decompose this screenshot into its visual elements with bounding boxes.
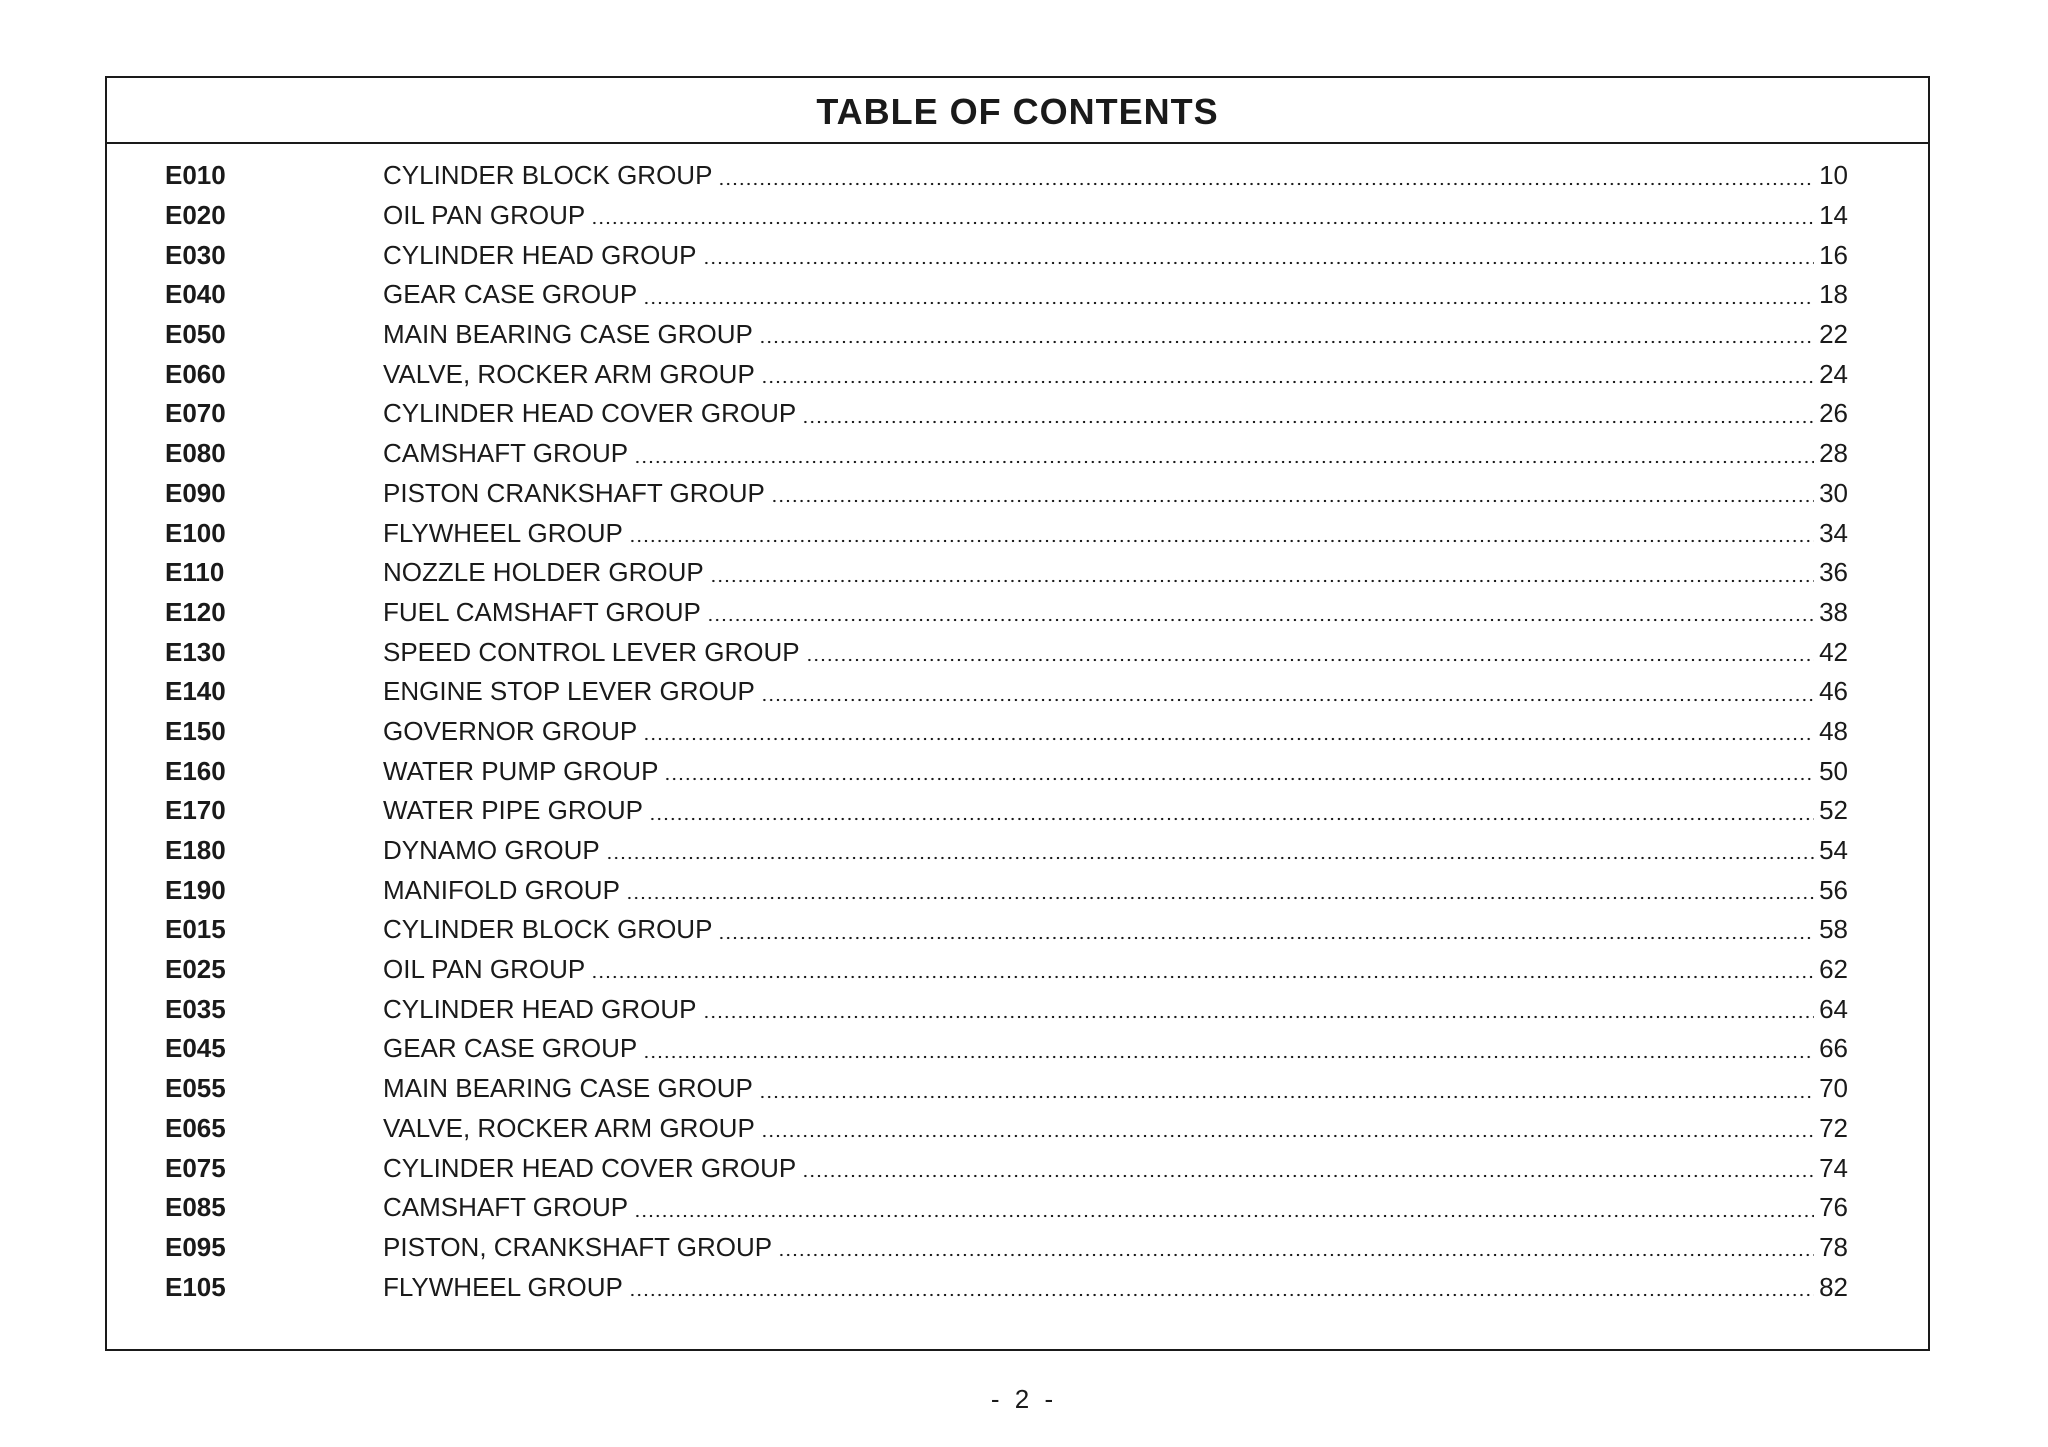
toc-dot-leader bbox=[591, 975, 1814, 979]
toc-entry-name: GOVERNOR GROUP bbox=[383, 715, 638, 746]
toc-entry-code: E070 bbox=[165, 398, 226, 429]
toc-entry-name: FLYWHEEL GROUP bbox=[383, 1271, 623, 1302]
toc-header bbox=[107, 78, 1928, 144]
toc-entry-page: 26 bbox=[1819, 398, 1848, 429]
toc-entry-page: 64 bbox=[1819, 993, 1848, 1024]
toc-entry-name: GEAR CASE GROUP bbox=[383, 1033, 638, 1064]
toc-entry[interactable] bbox=[165, 315, 1848, 355]
toc-entry[interactable] bbox=[165, 989, 1848, 1029]
toc-entry[interactable] bbox=[165, 1029, 1848, 1069]
toc-entry-code: E150 bbox=[165, 715, 226, 746]
toc-entry-page: 50 bbox=[1819, 755, 1848, 786]
toc-dot-leader bbox=[759, 1095, 1814, 1099]
toc-entry[interactable] bbox=[165, 513, 1848, 553]
toc-entry-code: E095 bbox=[165, 1231, 226, 1262]
toc-dot-leader bbox=[649, 817, 1814, 821]
toc-dot-leader bbox=[710, 579, 1814, 583]
toc-entry-code: E050 bbox=[165, 319, 226, 350]
toc-entry[interactable] bbox=[165, 553, 1848, 593]
toc-entry[interactable] bbox=[165, 474, 1848, 514]
toc-entry-page: 62 bbox=[1819, 954, 1848, 985]
toc-dot-leader bbox=[703, 261, 1815, 265]
toc-entry[interactable] bbox=[165, 712, 1848, 752]
toc-entry-page: 14 bbox=[1819, 200, 1848, 231]
toc-dot-leader bbox=[664, 777, 1814, 781]
toc-entry[interactable] bbox=[165, 1228, 1848, 1268]
toc-dot-leader bbox=[759, 340, 1814, 344]
toc-entry-code: E075 bbox=[165, 1152, 226, 1183]
toc-dot-leader bbox=[718, 936, 1814, 940]
toc-entry[interactable] bbox=[165, 394, 1848, 434]
toc-entry-code: E085 bbox=[165, 1192, 226, 1223]
toc-entry-name: DYNAMO GROUP bbox=[383, 835, 600, 866]
toc-entry-name: VALVE, ROCKER ARM GROUP bbox=[383, 1112, 755, 1143]
toc-entry[interactable] bbox=[165, 910, 1848, 950]
toc-entry-code: E100 bbox=[165, 517, 226, 548]
toc-dot-leader bbox=[707, 618, 1814, 622]
toc-dot-leader bbox=[761, 380, 1814, 384]
toc-dot-leader bbox=[806, 658, 1814, 662]
toc-entry[interactable] bbox=[165, 632, 1848, 672]
toc-entry[interactable] bbox=[165, 354, 1848, 394]
toc-entry-code: E010 bbox=[165, 160, 226, 191]
toc-entry[interactable] bbox=[165, 1267, 1848, 1307]
toc-entry[interactable] bbox=[165, 593, 1848, 633]
toc-entry-name: SPEED CONTROL LEVER GROUP bbox=[383, 636, 800, 667]
toc-dot-leader bbox=[643, 737, 1814, 741]
toc-entry-name: CAMSHAFT GROUP bbox=[383, 1192, 629, 1223]
toc-entry-page: 56 bbox=[1819, 874, 1848, 905]
toc-dot-leader bbox=[591, 221, 1814, 225]
toc-entry[interactable] bbox=[165, 1109, 1848, 1149]
toc-entry-code: E035 bbox=[165, 993, 226, 1024]
toc-entry[interactable] bbox=[165, 235, 1848, 275]
toc-entry-name: CYLINDER HEAD COVER GROUP bbox=[383, 1152, 797, 1183]
toc-entry-name: PISTON CRANKSHAFT GROUP bbox=[383, 477, 765, 508]
toc-entry-page: 24 bbox=[1819, 358, 1848, 389]
toc-entry[interactable] bbox=[165, 434, 1848, 474]
toc-entry-page: 82 bbox=[1819, 1271, 1848, 1302]
toc-entry-page: 30 bbox=[1819, 477, 1848, 508]
toc-entry-code: E160 bbox=[165, 755, 226, 786]
toc-dot-leader bbox=[802, 1174, 1814, 1178]
toc-entry-code: E030 bbox=[165, 239, 226, 270]
toc-entry-page: 52 bbox=[1819, 795, 1848, 826]
toc-entry-name: VALVE, ROCKER ARM GROUP bbox=[383, 358, 755, 389]
toc-entry-name: WATER PIPE GROUP bbox=[383, 795, 644, 826]
toc-dot-leader bbox=[629, 1293, 1814, 1297]
toc-entry-name: CAMSHAFT GROUP bbox=[383, 438, 629, 469]
toc-dot-leader bbox=[606, 856, 1814, 860]
toc-entry-code: E040 bbox=[165, 279, 226, 310]
toc-entry-name: MAIN BEARING CASE GROUP bbox=[383, 319, 753, 350]
toc-entry-page: 58 bbox=[1819, 914, 1848, 945]
toc-dot-leader bbox=[703, 1015, 1815, 1019]
toc-entry[interactable] bbox=[165, 1188, 1848, 1228]
toc-entry-code: E060 bbox=[165, 358, 226, 389]
toc-entry-name: NOZZLE HOLDER GROUP bbox=[383, 557, 704, 588]
toc-entry-page: 18 bbox=[1819, 279, 1848, 310]
toc-entry-code: E180 bbox=[165, 835, 226, 866]
toc-entry-name: WATER PUMP GROUP bbox=[383, 755, 659, 786]
toc-entry-name: MAIN BEARING CASE GROUP bbox=[383, 1073, 753, 1104]
toc-entry-page: 76 bbox=[1819, 1192, 1848, 1223]
toc-entry-code: E020 bbox=[165, 200, 226, 231]
toc-entry[interactable] bbox=[165, 196, 1848, 236]
toc-entry-name: CYLINDER HEAD GROUP bbox=[383, 239, 697, 270]
toc-entry-page: 78 bbox=[1819, 1231, 1848, 1262]
toc-dot-leader bbox=[629, 539, 1814, 543]
toc-entry-page: 16 bbox=[1819, 239, 1848, 270]
toc-entry-name: CYLINDER HEAD GROUP bbox=[383, 993, 697, 1024]
toc-entry[interactable] bbox=[165, 751, 1848, 791]
toc-entry-code: E140 bbox=[165, 676, 226, 707]
toc-entry-page: 10 bbox=[1819, 160, 1848, 191]
toc-entry-page: 34 bbox=[1819, 517, 1848, 548]
toc-entry-code: E065 bbox=[165, 1112, 226, 1143]
page-title: TABLE OF CONTENTS bbox=[816, 91, 1219, 132]
toc-dot-leader bbox=[718, 182, 1814, 186]
toc-entry-page: 42 bbox=[1819, 636, 1848, 667]
toc-entry-name: OIL PAN GROUP bbox=[383, 200, 586, 231]
toc-entry-page: 66 bbox=[1819, 1033, 1848, 1064]
toc-dot-leader bbox=[771, 499, 1814, 503]
toc-entry-page: 74 bbox=[1819, 1152, 1848, 1183]
toc-entry-page: 46 bbox=[1819, 676, 1848, 707]
page-number: - 2 - bbox=[990, 1384, 1058, 1414]
toc-entry-code: E025 bbox=[165, 954, 226, 985]
toc-dot-leader bbox=[634, 460, 1814, 464]
toc-entry-code: E110 bbox=[165, 557, 225, 588]
toc-entry-page: 36 bbox=[1819, 557, 1848, 588]
toc-entry[interactable] bbox=[165, 275, 1848, 315]
toc-entry-code: E130 bbox=[165, 636, 226, 667]
toc-entry-name: PISTON, CRANKSHAFT GROUP bbox=[383, 1231, 773, 1262]
toc-dot-leader bbox=[802, 420, 1814, 424]
toc-entry[interactable] bbox=[165, 156, 1848, 196]
toc-entry-page: 54 bbox=[1819, 835, 1848, 866]
toc-entry-name: CYLINDER HEAD COVER GROUP bbox=[383, 398, 797, 429]
toc-entry-code: E055 bbox=[165, 1073, 226, 1104]
toc-dot-leader bbox=[761, 698, 1814, 702]
toc-entry-page: 72 bbox=[1819, 1112, 1848, 1143]
toc-entry-name: GEAR CASE GROUP bbox=[383, 279, 638, 310]
toc-entry-page: 48 bbox=[1819, 715, 1848, 746]
toc-entry[interactable] bbox=[165, 672, 1848, 712]
toc-entry[interactable] bbox=[165, 831, 1848, 871]
toc-entry-name: OIL PAN GROUP bbox=[383, 954, 586, 985]
toc-entry-name: FUEL CAMSHAFT GROUP bbox=[383, 596, 701, 627]
toc-entry[interactable] bbox=[165, 1148, 1848, 1188]
toc-entry-name: FLYWHEEL GROUP bbox=[383, 517, 623, 548]
toc-entry-page: 38 bbox=[1819, 596, 1848, 627]
toc-entry-name: CYLINDER BLOCK GROUP bbox=[383, 160, 713, 191]
toc-entry-code: E170 bbox=[165, 795, 226, 826]
toc-entry-code: E015 bbox=[165, 914, 226, 945]
toc-entry-name: CYLINDER BLOCK GROUP bbox=[383, 914, 713, 945]
toc-entry-code: E190 bbox=[165, 874, 226, 905]
toc-entry-name: ENGINE STOP LEVER GROUP bbox=[383, 676, 755, 707]
toc-entry-code: E090 bbox=[165, 477, 226, 508]
toc-entry[interactable] bbox=[165, 870, 1848, 910]
toc-dot-leader bbox=[643, 1055, 1814, 1059]
toc-entry-code: E120 bbox=[165, 596, 226, 627]
table-of-contents-frame bbox=[105, 76, 1930, 1351]
toc-entry-name: MANIFOLD GROUP bbox=[383, 874, 620, 905]
toc-entry[interactable] bbox=[165, 1069, 1848, 1109]
toc-dot-leader bbox=[643, 301, 1814, 305]
toc-entry-page: 22 bbox=[1819, 319, 1848, 350]
toc-entry[interactable] bbox=[165, 791, 1848, 831]
toc-entry-page: 70 bbox=[1819, 1073, 1848, 1104]
toc-entry-page: 28 bbox=[1819, 438, 1848, 469]
toc-dot-leader bbox=[634, 1214, 1814, 1218]
toc-entry[interactable] bbox=[165, 950, 1848, 990]
toc-entry-code: E080 bbox=[165, 438, 226, 469]
toc-dot-leader bbox=[778, 1253, 1814, 1257]
toc-dot-leader bbox=[626, 896, 1814, 900]
toc-entry-code: E105 bbox=[165, 1271, 226, 1302]
toc-dot-leader bbox=[761, 1134, 1814, 1138]
toc-entry-code: E045 bbox=[165, 1033, 226, 1064]
toc-list bbox=[165, 156, 1848, 1307]
